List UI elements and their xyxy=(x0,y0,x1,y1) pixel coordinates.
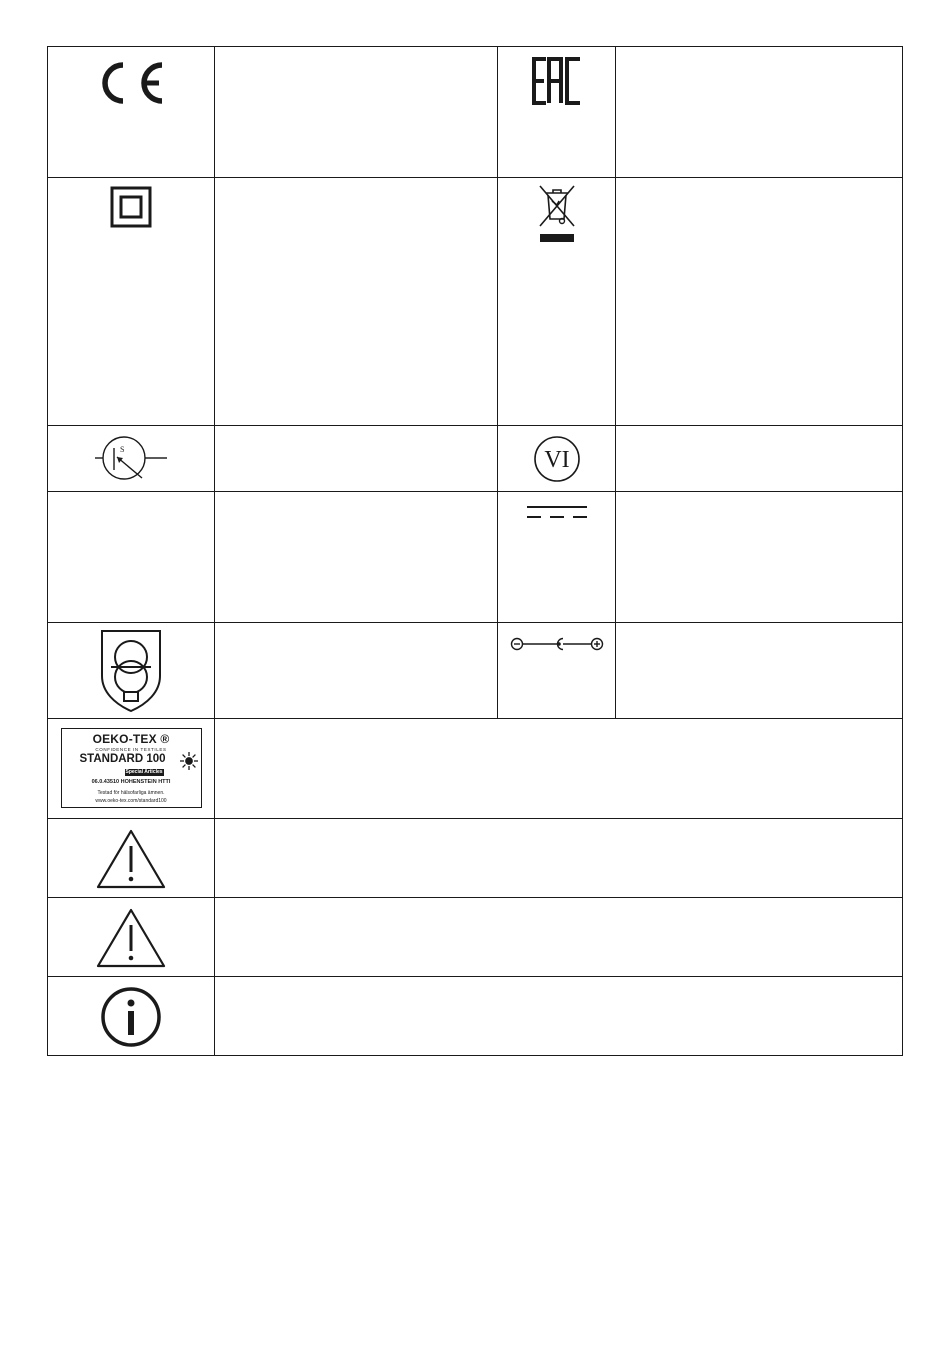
oeko-tex-tagline: CONFIDENCE IN TEXTILES xyxy=(95,747,167,752)
crossed-bin-icon xyxy=(537,183,577,247)
warning-triangle-icon xyxy=(95,828,167,890)
eac-mark-icon xyxy=(532,57,582,105)
oeko-tex-url: www.oeko-tex.com/standard100 xyxy=(95,798,167,804)
table-row xyxy=(48,178,903,426)
symbol-cell xyxy=(48,898,215,977)
oeko-tex-tested: Testad för hälsofarliga ämnen. xyxy=(97,790,165,796)
description-cell xyxy=(215,719,903,819)
symbol-cell xyxy=(498,492,616,623)
description-cell xyxy=(215,977,903,1056)
symbol-cell xyxy=(48,719,215,819)
table-row xyxy=(48,47,903,178)
description-cell xyxy=(215,178,498,426)
oeko-tex-label xyxy=(61,728,202,808)
warning-triangle-icon xyxy=(95,907,167,969)
description-cell xyxy=(215,47,498,178)
description-cell xyxy=(215,426,498,492)
symbol-cell xyxy=(48,47,215,178)
oeko-tex-category: Special Articles xyxy=(125,769,163,775)
description-cell xyxy=(215,898,903,977)
table-row xyxy=(48,623,903,719)
description-cell xyxy=(616,426,903,492)
table-row xyxy=(48,819,903,898)
table-row xyxy=(48,426,903,492)
table-row xyxy=(48,492,903,623)
table-row xyxy=(48,898,903,977)
dc-polarity-icon xyxy=(510,635,604,653)
oeko-tex-standard: STANDARD 100 xyxy=(79,753,166,765)
description-cell xyxy=(215,492,498,623)
safety-switch-transformer-icon xyxy=(95,433,167,483)
oeko-tex-flower-icon xyxy=(179,751,199,771)
description-cell xyxy=(616,492,903,623)
safety-transformer-shield-icon xyxy=(99,628,163,714)
description-cell xyxy=(616,178,903,426)
efficiency-level-text: VI xyxy=(543,447,570,473)
symbol-cell xyxy=(48,819,215,898)
symbol-cell xyxy=(48,492,215,623)
symbol-cell xyxy=(498,47,616,178)
description-cell xyxy=(616,47,903,178)
switch-letter: S xyxy=(120,445,125,454)
symbol-cell xyxy=(48,178,215,426)
symbol-cell xyxy=(48,977,215,1056)
oeko-tex-brand: OEKO-TEX ® xyxy=(92,732,170,746)
description-cell xyxy=(616,623,903,719)
description-cell xyxy=(215,819,903,898)
symbol-cell xyxy=(498,178,616,426)
info-icon xyxy=(100,986,162,1048)
direct-current-icon xyxy=(526,504,588,520)
double-insulation-icon xyxy=(110,186,152,228)
symbol-table xyxy=(47,46,903,1056)
symbol-cell xyxy=(48,623,215,719)
table-row xyxy=(48,977,903,1056)
symbol-cell xyxy=(498,623,616,719)
symbol-cell xyxy=(498,426,616,492)
table-row xyxy=(48,719,903,819)
efficiency-level-icon xyxy=(533,435,581,483)
symbol-cell xyxy=(48,426,215,492)
oeko-tex-certificate: 06.0.43510 HOHENSTEIN HTTI xyxy=(91,779,171,785)
ce-mark-icon xyxy=(96,61,166,105)
description-cell xyxy=(215,623,498,719)
